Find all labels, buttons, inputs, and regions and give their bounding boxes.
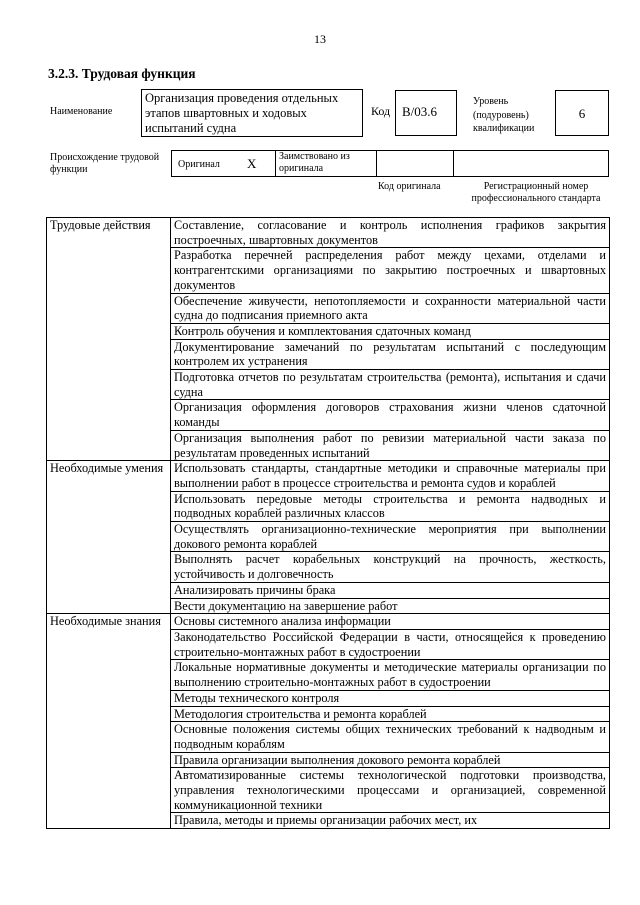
table-cell: Законодательство Российской Федерации в части, относящейся к проведению строительно-монтажных работ в судостроении [171, 629, 610, 659]
table-cell: Методы технического контроля [171, 690, 610, 706]
table-cell: Правила организации выполнения докового ремонта кораблей [171, 752, 610, 768]
table-cell: Организация оформления договоров страхования жизни членов сдаточной команды [171, 400, 610, 430]
code-label: Код [371, 104, 391, 118]
table-cell: Составление, согласование и контроль исполнения графиков закрытия построечных, швартовных документов [171, 218, 610, 248]
section-heading: Необходимые умения [47, 461, 171, 614]
name-label: Наименование [50, 106, 113, 117]
table-cell: Использовать стандарты, стандартные методики и справочные материалы при выполнении работ в процессе строительства и ремонта судов и кораблей [171, 461, 610, 491]
table-cell: Обеспечение живучести, непотопляемости и сохранности материальной части судна до подписания приемного акта [171, 293, 610, 323]
table-cell: Автоматизированные системы технологической подготовки производства, управления технологическими процессами и организацией, современной коммуникационной техники [171, 768, 610, 813]
section-heading: Трудовые действия [47, 218, 171, 461]
table-cell: Документирование замечаний по результатам испытаний с последующим контролем их устранения [171, 339, 610, 369]
origin-box [171, 150, 609, 177]
qualification-level: 6 [555, 90, 609, 136]
page-number: 13 [314, 32, 326, 46]
table-cell: Локальные нормативные документы и методические материалы организации по выполнению строительно-монтажных работ в судостроении [171, 660, 610, 690]
table-row [47, 614, 610, 630]
table-cell: Контроль обучения и комплектования сдаточных команд [171, 323, 610, 339]
table-cell: Выполнять расчет корабельных конструкций на прочность, жесткость, устойчивость и долговечность [171, 552, 610, 582]
table-cell: Анализировать причины брака [171, 582, 610, 598]
original-mark: X [247, 156, 257, 171]
reg-number-caption: Регистрационный номер профессионального стандарта [471, 181, 601, 204]
code-original-caption: Код оригинала [378, 181, 441, 192]
original-label: Оригинал [178, 159, 220, 170]
table-cell: Вести документацию на завершение работ [171, 598, 610, 614]
table-cell: Использовать передовые методы строительства и ремонта надводных и подводных кораблей различных классов [171, 491, 610, 521]
table-cell: Правила, методы и приемы организации рабочих мест, их [171, 813, 610, 829]
function-name: Организация проведения отдельных этапов швартовных и ходовых испытаний судна [141, 89, 363, 137]
section-title: 3.2.3. Трудовая функция [48, 66, 196, 81]
table-cell: Осуществлять организационно-технические мероприятия при выполнении докового ремонта кораблей [171, 522, 610, 552]
function-code: В/03.6 [395, 90, 457, 136]
table-cell: Подготовка отчетов по результатам строительства (ремонта), испытания и сдачи судна [171, 370, 610, 400]
borrowed-label: Заимствовано из оригинала [279, 151, 350, 174]
code-original-divider [453, 150, 454, 177]
table-cell: Разработка перечней распределения работ между цехами, отделами и контрагентскими организациями по закрытию построечных и швартовных документов [171, 248, 610, 293]
table-row [47, 218, 610, 248]
table-cell: Методология строительства и ремонта кораблей [171, 706, 610, 722]
table-row [47, 461, 610, 491]
table-cell: Организация выполнения работ по ревизии материальной части заказа по результатам проведенных испытаний [171, 430, 610, 460]
function-table [46, 217, 610, 829]
table-cell: Основные положения системы общих технических требований к надводным и подводным кораблям [171, 722, 610, 752]
table-cell: Основы системного анализа информации [171, 614, 610, 630]
level-label: Уровень (подуровень) квалификации [473, 96, 535, 134]
origin-label: Происхождение трудовой функции [50, 152, 160, 175]
section-heading: Необходимые знания [47, 614, 171, 829]
